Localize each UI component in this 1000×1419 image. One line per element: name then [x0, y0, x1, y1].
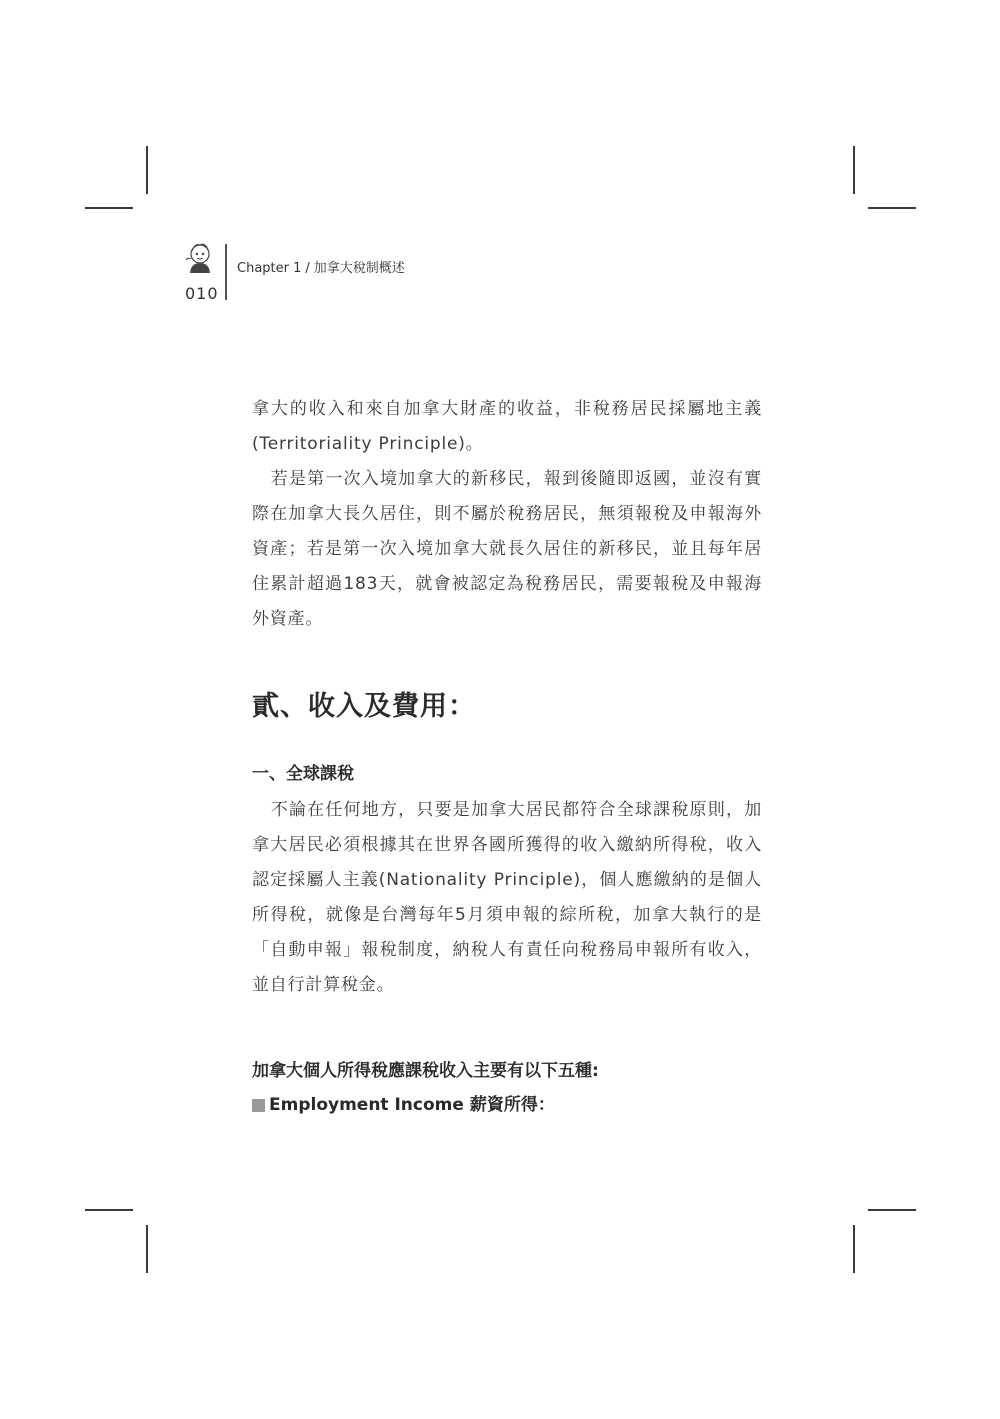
crop-mark-top-right-horizontal [868, 207, 916, 209]
income-types-heading: 加拿大個人所得稅應課稅收入主要有以下五種: [252, 1061, 599, 1081]
running-header [180, 238, 440, 308]
paragraph-global-taxation: 不論在任何地方，只要是加拿大居民都符合全球課稅原則，加拿大居民必須根據其在世界各國所獲得的收入繳納所得稅，收入認定採屬人主義(Nationality Principle)，個人應繳納的是個人所得稅，就像是台灣每年5月須申報的綜所稅，加拿大執行的是「自動申報」報稅制度，納稅人有責任向稅務局申報所有收入，並自行計算稅金。 [252, 800, 762, 995]
paragraph-new-immigrants: 若是第一次入境加拿大的新移民，報到後隨即返國，並沒有實際在加拿大長久居住，則不屬於稅務居民，無須報稅及申報海外資產；若是第一次入境加拿大就長久居住的新移民，並且每年居住累計超過183天，就會被認定為稅務居民，需要報稅及申報海外資產。 [252, 469, 762, 629]
chapter-separator: / [305, 261, 310, 276]
income-type-label: Employment Income 薪資所得： [269, 1095, 555, 1115]
page-content [252, 392, 762, 1123]
crop-mark-top-left-vertical [146, 146, 148, 194]
chapter-title: 加拿大稅制概述 [313, 261, 405, 276]
page-number: 010 [185, 284, 219, 303]
income-type-item [252, 1088, 762, 1123]
paragraph-continuation: 拿大的收入和來自加拿大財產的收益，非稅務居民採屬地主義(Territoriality Principle)。 [252, 399, 762, 454]
crop-mark-bottom-left-vertical [146, 1225, 148, 1273]
running-head [237, 257, 405, 276]
crop-mark-top-left-horizontal [85, 207, 133, 209]
square-bullet-icon [252, 1099, 265, 1112]
crop-mark-bottom-left-horizontal [85, 1209, 133, 1211]
mascot-icon [183, 240, 217, 274]
crop-mark-bottom-right-horizontal [868, 1209, 916, 1211]
header-divider [225, 244, 227, 300]
crop-mark-bottom-right-vertical [853, 1225, 855, 1273]
subsection-title: 一、全球課稅 [252, 764, 354, 784]
crop-mark-top-right-vertical [853, 146, 855, 194]
chapter-label: Chapter 1 [237, 261, 302, 276]
section-title: 貳、收入及費用： [252, 691, 476, 722]
